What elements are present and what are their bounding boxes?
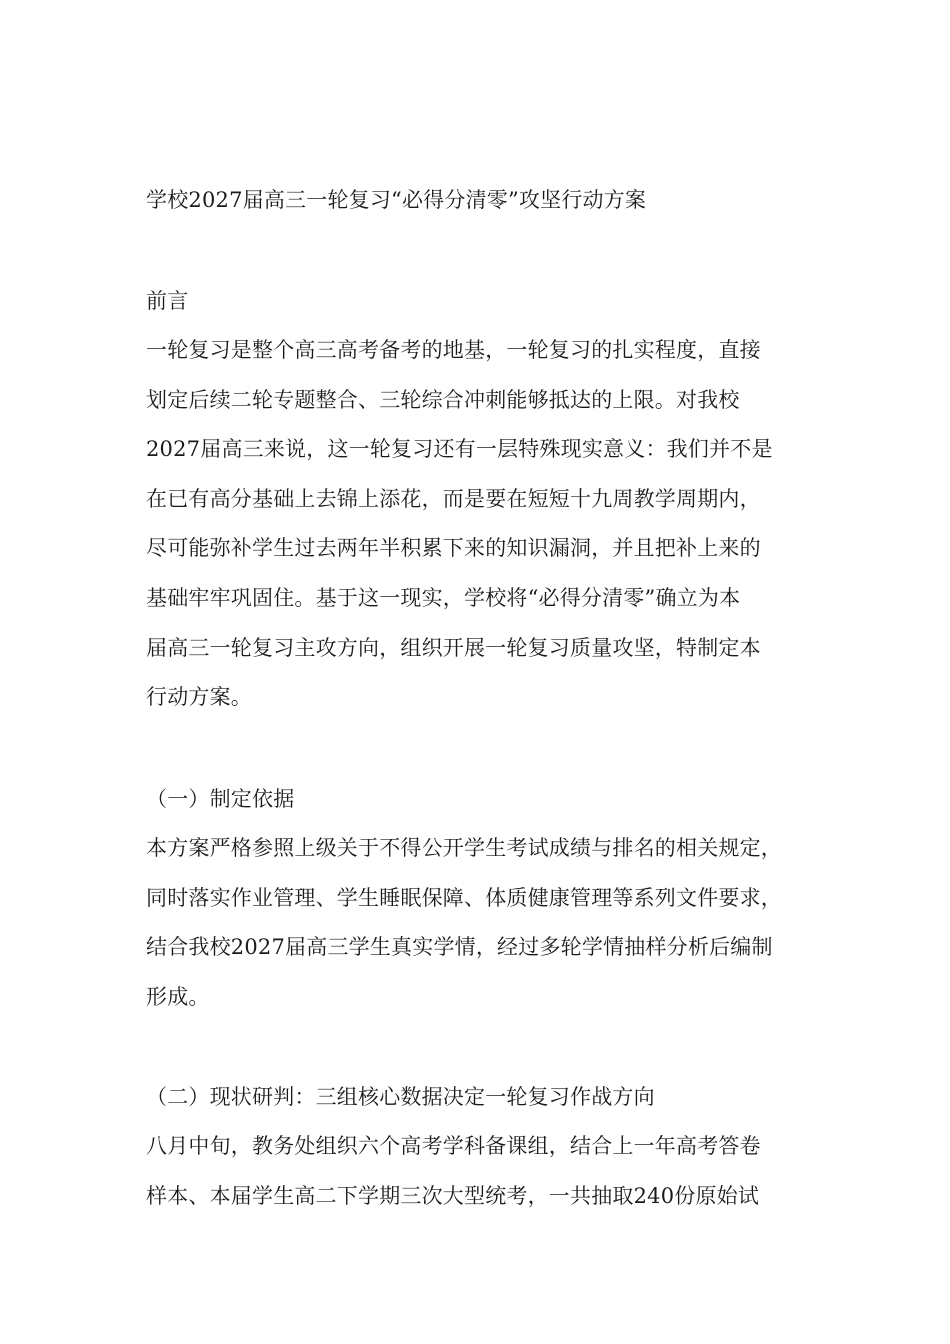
- paragraph-line: 基础牢牢巩固住。基于这一现实，学校将“必得分清零”确立为本: [146, 585, 741, 610]
- paragraph-line: 结合我校2027届高三学生真实学情，经过多轮学情抽样分析后编制: [146, 935, 773, 960]
- section-heading-basis: （一）制定依据: [146, 787, 295, 811]
- document-title: 学校2027届高三一轮复习“必得分清零”攻坚行动方案: [146, 188, 647, 212]
- section-heading-preface: 前言: [146, 289, 189, 313]
- section-heading-status: （二）现状研判：三组核心数据决定一轮复习作战方向: [146, 1085, 655, 1109]
- paragraph-line: 尽可能弥补学生过去两年半积累下来的知识漏洞，并且把补上来的: [146, 536, 761, 561]
- section-paragraph-preface: [146, 326, 826, 723]
- paragraph-line: 同时落实作业管理、学生睡眠保障、体质健康管理等系列文件要求，: [146, 885, 782, 910]
- paragraph-line: 形成。: [146, 984, 210, 1009]
- paragraph-line: 一轮复习是整个高三高考备考的地基，一轮复习的扎实程度，直接: [146, 338, 761, 362]
- paragraph-line: 划定后续二轮专题整合、三轮综合冲刺能够抵达的上限。对我校: [146, 387, 740, 412]
- paragraph-line: 在已有高分基础上去锦上添花，而是要在短短十九周教学周期内，: [146, 486, 761, 511]
- paragraph-line: 本方案严格参照上级关于不得公开学生考试成绩与排名的相关规定，: [146, 836, 782, 860]
- paragraph-line: 2027届高三来说，这一轮复习还有一层特殊现实意义：我们并不是: [146, 437, 773, 462]
- paragraph-line: 八月中旬，教务处组织六个高考学科备课组，结合上一年高考答卷: [146, 1134, 761, 1158]
- section-paragraph-status: [146, 1122, 826, 1221]
- paragraph-line: 届高三一轮复习主攻方向，组织开展一轮复习质量攻坚，特制定本: [146, 635, 761, 660]
- section-paragraph-basis: [146, 824, 826, 1022]
- paragraph-line: 样本、本届学生高二下学期三次大型统考，一共抽取240份原始试: [146, 1183, 760, 1208]
- paragraph-line: 行动方案。: [146, 685, 252, 710]
